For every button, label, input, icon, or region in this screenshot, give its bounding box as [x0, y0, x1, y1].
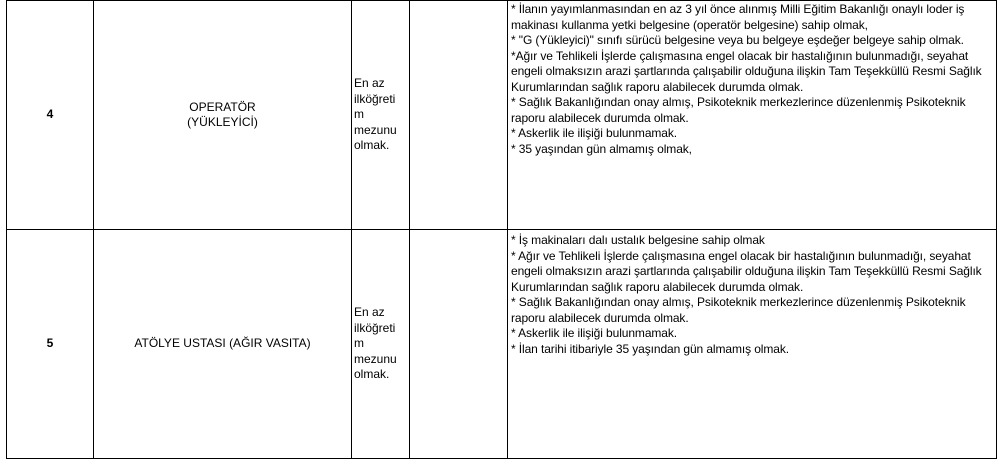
qualification-line: * İlanın yayımlanmasından en az 3 yıl önce alınmış Milli Eğitim Bakanlığı onaylı loder iş: [511, 2, 965, 16]
qualification-line: engeli olmaksızın arazi şartlarında çalışabilir olduğuna ilişkin Tam Teşekküllü Resmi Sağlık: [511, 264, 982, 278]
qualification-line: Kurumlarından sağlık raporu alabilecek durumda olmak.: [511, 279, 804, 294]
qualification-line: * "G (Yükleyici)" sınıfı sürücü belgesine veya bu belgeye eşdeğer belgeye sahip olmak.: [511, 33, 964, 47]
qualification-line: Kurumlarından sağlık raporu alabilecek durumda olmak.: [511, 79, 804, 94]
qualification-line: * İlan tarihi itibariyle 35 yaşından gün almamış olmak.: [511, 341, 789, 356]
row-number: 5: [7, 230, 94, 459]
row-number: 4: [7, 1, 94, 230]
qualification-line: * Askerlik ile ilişiği bulunmamak.: [511, 126, 677, 140]
qualification-line: * Askerlik ile ilişiği bulunmamak.: [511, 326, 677, 340]
table-row: [7, 230, 997, 459]
education-line: m: [354, 107, 364, 122]
education-line: En az: [354, 305, 385, 320]
qualification-line: engeli olmaksızın arazi şartlarında çalışabilir olduğuna ilişkin Tam Teşekküllü Resmi Sağlık: [511, 64, 982, 78]
education-line: olmak.: [354, 138, 390, 153]
table-row: [7, 1, 997, 230]
education-line: mezunu: [354, 351, 397, 366]
qualification-line: * Sağlık Bakanlığından onay almış, Psikoteknik merkezlerince düzenlenmiş Psikoteknik: [511, 295, 966, 309]
position-title-line: OPERATÖR: [189, 99, 256, 114]
qualification-line: makinası kullanma yetki belgesine (operatör belgesine) sahip olmak,: [511, 17, 868, 32]
education-requirement: [352, 230, 410, 459]
empty-cell: [410, 230, 508, 459]
education-line: ilköğreti: [354, 320, 396, 335]
position-requirements-table: [6, 0, 997, 459]
position-title-line: (YÜKLEYİCİ): [187, 115, 258, 129]
qualification-line: raporu alabilecek durumda olmak.: [511, 110, 689, 125]
qualification-line: * Ağır ve Tehlikeli İşlerde çalışmasına engel olacak bir hastalığının bulunmadığı, seyahat: [511, 248, 971, 263]
qualification-line: * Sağlık Bakanlığından onay almış, Psikoteknik merkezlerince düzenlenmiş Psikoteknik: [511, 95, 966, 109]
education-line: m: [354, 336, 364, 351]
qualification-line: * İş makinaları dalı ustalık belgesine sahip olmak: [511, 233, 765, 247]
education-line: mezunu: [354, 122, 397, 137]
education-requirement: [352, 1, 410, 230]
qualifications-list: [508, 1, 997, 230]
qualification-line: *Ağır ve Tehlikeli İşlerde çalışmasına engel olacak bir hastalığının bulunmadığı, seyahat: [511, 48, 969, 63]
position-title: [94, 1, 352, 230]
qualifications-list: [508, 230, 997, 459]
position-title: [94, 230, 352, 459]
qualification-line: * 35 yaşından gün almamış olmak,: [511, 141, 692, 156]
education-line: olmak.: [354, 367, 390, 382]
empty-cell: [410, 1, 508, 230]
education-line: En az: [354, 76, 385, 91]
education-line: ilköğreti: [354, 91, 396, 106]
position-title-line: ATÖLYE USTASI (AĞIR VASITA): [134, 336, 311, 351]
qualification-line: raporu alabilecek durumda olmak.: [511, 310, 689, 325]
